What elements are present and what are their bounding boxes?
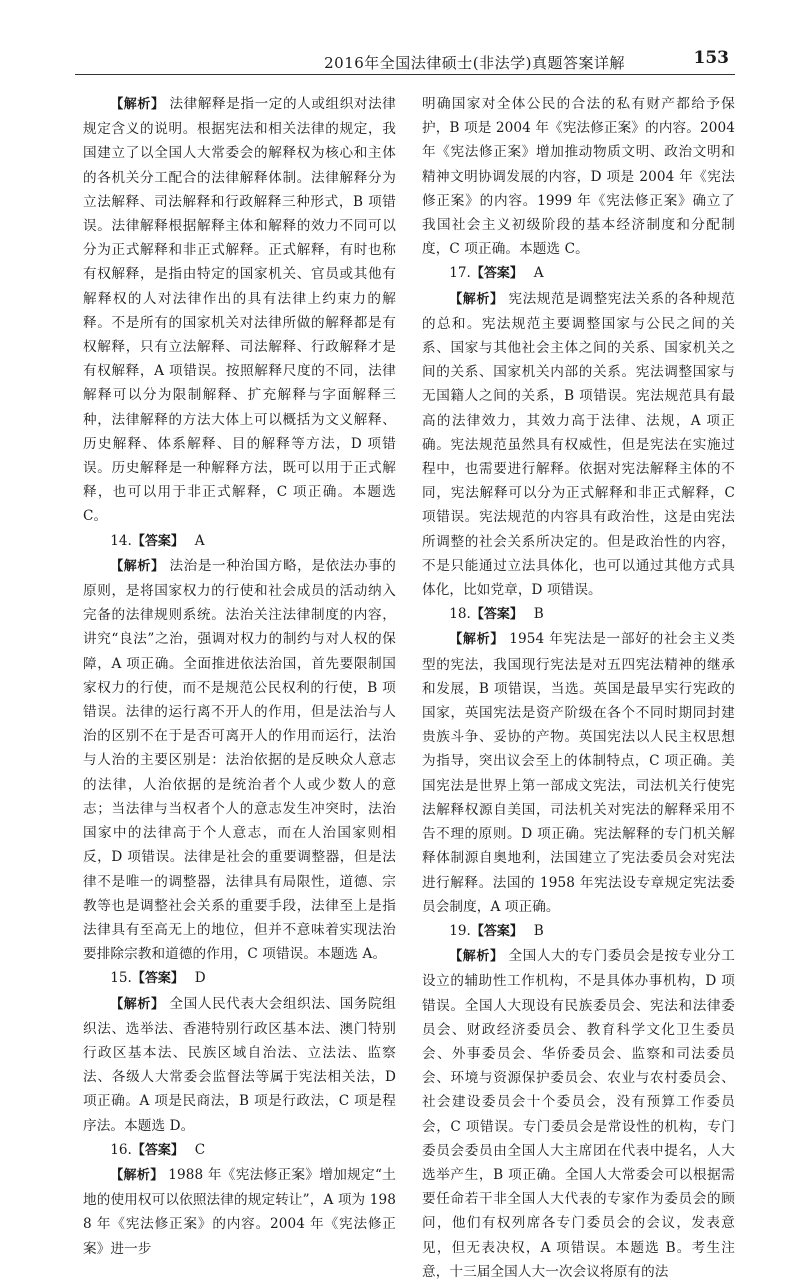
body-columns — [83, 92, 735, 1280]
page-number: 153 — [693, 48, 729, 68]
analysis-label: 【解析】 — [110, 558, 165, 574]
header-title: 2016年全国法律硕士(非法学)真题答案详解 — [324, 54, 625, 72]
analysis-label: 【解析】 — [110, 97, 165, 112]
analysis-label: 【解析】 — [449, 949, 504, 965]
answer-line — [83, 1138, 396, 1163]
answer-line — [422, 261, 735, 286]
analysis-label: 【解析】 — [110, 996, 165, 1012]
answer-value: A — [533, 265, 544, 282]
analysis-paragraph — [422, 287, 735, 603]
analysis-paragraph — [422, 627, 735, 918]
answer-line — [422, 919, 735, 944]
answer-label: 【答案】 — [470, 923, 523, 939]
answer-value: C — [194, 1141, 206, 1158]
question-number: 15. — [110, 970, 132, 987]
question-number: 17. — [449, 265, 471, 282]
analysis-text: 1988 年《宪法修正案》增加规定“土地的使用权可以依照法律的规定转让”，A 项为 1988 年《宪法修正案》的内容。2004 年《宪法修正案》进一步 — [83, 1166, 397, 1257]
answer-label: 【答案】 — [131, 533, 184, 549]
analysis-text: 法治是一种治国方略，是依法办事的原则，是将国家权力的行使和社会成员的活动纳入完备的法律规则系统。法治关注法律制度的内容，讲究“良法”之治，强调对权力的制约与对人权的保障，A 项正确。全面推进依法治国，首先要限制国家权力的行使，而不是规范公民权利的行使，B 项错误。法律的运行离不开人的作用，但是法治与人治的区别不在于是否可离开人的作用而运行，法治与人治的主要区别是：法治依据的是反映众人意志的法律，人治依据的是统治者个人或少数人的意志；当法律与当权者个人的意志发生冲突时，法治国家中的法律高于个人意志，而在人治国家则相反，D 项错误。法律是社会的重要调整器，但是法律不是唯一的调整器，法律具有局限性，道德、宗教等也是调整社会关系的重要手段，法律至上是指法律具有至高无上的地位，但并不意味着实现法治要排除宗教和道德的作用，C 项错误。本题选 A。 — [83, 557, 396, 963]
question-number: 14. — [110, 532, 132, 549]
answer-value: B — [533, 922, 544, 939]
answer-line — [422, 602, 735, 627]
answer-value: B — [533, 606, 544, 623]
question-number: 18. — [449, 606, 471, 623]
analysis-label: 【解析】 — [449, 632, 505, 648]
page-header — [75, 40, 735, 75]
answer-line — [83, 966, 396, 991]
analysis-paragraph — [83, 992, 396, 1138]
answer-label: 【答案】 — [131, 971, 184, 987]
question-number: 19. — [449, 922, 471, 939]
answer-value: D — [194, 970, 206, 987]
analysis-text: 全国人大的专门委员会是按专业分工设立的辅助性工作机构，不是具体办事机构，D 项错误。全国人大现设有民族委员会、宪法和法律委员会、财政经济委员会、教育科学文化卫生委员会、外事委员会、华侨委员会、监察和司法委员会、环境与资源保护委员会、农业与农村委员会、社会建设委员会十个委员会，没有预算工作委员会，C 项错误。专门委员会是常设性的机构，专门委员会委员由全国人大主席团在代表中提名，人大选举产生，B 项正确。全国人大常委会可以根据需要任命若干非全国人大代表的专家作为委员会的顾问，他们有权列席各专门委员会的会议，发表意见，但无表决权，A 项错误。本题选 B。考生注意，十三届全国人大一次会议将原有的法 — [422, 948, 735, 1280]
analysis-label: 【解析】 — [449, 291, 504, 307]
continued-paragraph: 明确国家对全体公民的合法的私有财产都给予保护，B 项是 2004 年《宪法修正案》的内容。2004 年《宪法修正案》增加推动物质文明、政治文明和精神文明协调发展的内容，D 项是 2004 年《宪法修正案》的内容。1999 年《宪法修正案》确立了我国社会主义初级阶段的基本经济制度和分配制度，C 项正确。本题选 C。 — [422, 96, 735, 258]
answer-value: A — [194, 532, 205, 549]
analysis-paragraph — [83, 554, 396, 966]
right-column — [422, 92, 735, 1280]
analysis-text: 1954 年宪法是一部好的社会主义类型的宪法，我国现行宪法是对五四宪法精神的继承和发展，B 项错误，当选。英国是最早实行宪政的国家，英国宪法是资产阶级在各个不同时期同封建贵族斗争、妥协的产物。英国宪法以人民主权思想为指导，突出议会至上的体制特点，C 项正确。美国宪法是世界上第一部成文宪法，司法机关行使宪法解释权源自美国，司法机关对宪法的解释采用不告不理的原则。D 项正确。宪法解释的专门机关解释体制源自奥地利，法国建立了宪法委员会对宪法进行解释。法国的 1958 年宪法设专章规定宪法委员会制度，A 项正确。 — [422, 631, 735, 915]
answer-label: 【答案】 — [470, 607, 523, 623]
analysis-paragraph — [83, 1163, 396, 1261]
analysis-text: 法律解释是指一定的人或组织对法律规定含义的说明。根据宪法和相关法律的规定，我国建立了以全国人大常委会的解释权为核心和主体的各机关分工配合的法律解释体制。法律解释分为立法解释、司法解释和行政解释三种形式，B 项错误。法律解释根据解释主体和解释的效力不同可以分为正式解释和非正式解释。正式解释，有时也称有权解释，是指由特定的国家机关、官员或其他有解释权的人对法律作出的具有法律上约束力的解释。不是所有的国家机关对法律所做的解释都是有权解释，只有立法解释、司法解释、行政解释才是有权解释，A 项错误。按照解释尺度的不同，法律解释可以分为限制解释、扩充解释与字面解释三种，法律解释的方法大体上可以概括为文义解释、历史解释、体系解释、目的解释等方法，D 项错误。历史解释是一种解释方法，既可以用于正式解释，也可以用于非正式解释，C 项正确。本题选 C。 — [83, 96, 396, 525]
question-number: 16. — [110, 1141, 132, 1158]
analysis-paragraph — [83, 92, 396, 529]
answer-label: 【答案】 — [131, 1142, 184, 1158]
analysis-text: 全国人民代表大会组织法、国务院组织法、选举法、香港特别行政区基本法、澳门特别行政区基本法、民族区域自治法、立法法、监察法、各级人大常委会监督法等属于宪法相关法，D 项正确。A 项是民商法，B 项是行政法，C 项是程序法。本题选 D。 — [83, 995, 396, 1134]
left-column — [83, 92, 397, 1257]
analysis-paragraph — [422, 944, 735, 1284]
answer-line — [83, 529, 396, 554]
answer-label: 【答案】 — [470, 266, 523, 282]
analysis-label: 【解析】 — [110, 1167, 164, 1183]
analysis-text: 宪法规范是调整宪法关系的各种规范的总和。宪法规范主要调整国家与公民之间的关系、国家与其他社会主体之间的关系、国家机关之间的关系、国家机关内部的关系。宪法调整国家与无国籍人之间的关系，B 项错误。宪法规范具有最高的法律效力，其效力高于法律、法规，A 项正确。宪法规范虽然具有权威性，但是宪法在实施过程中，也需要进行解释。依据对宪法解释主体的不同，宪法解释可以分为正式解释和非正式解释，C 项错误。宪法规范的内容具有政治性，这是由宪法所调整的社会关系所决定的。但是政治性的内容，不是只能通过立法具体化，也可以通过其他方式具体化，比如党章，D 项错误。 — [422, 290, 735, 599]
